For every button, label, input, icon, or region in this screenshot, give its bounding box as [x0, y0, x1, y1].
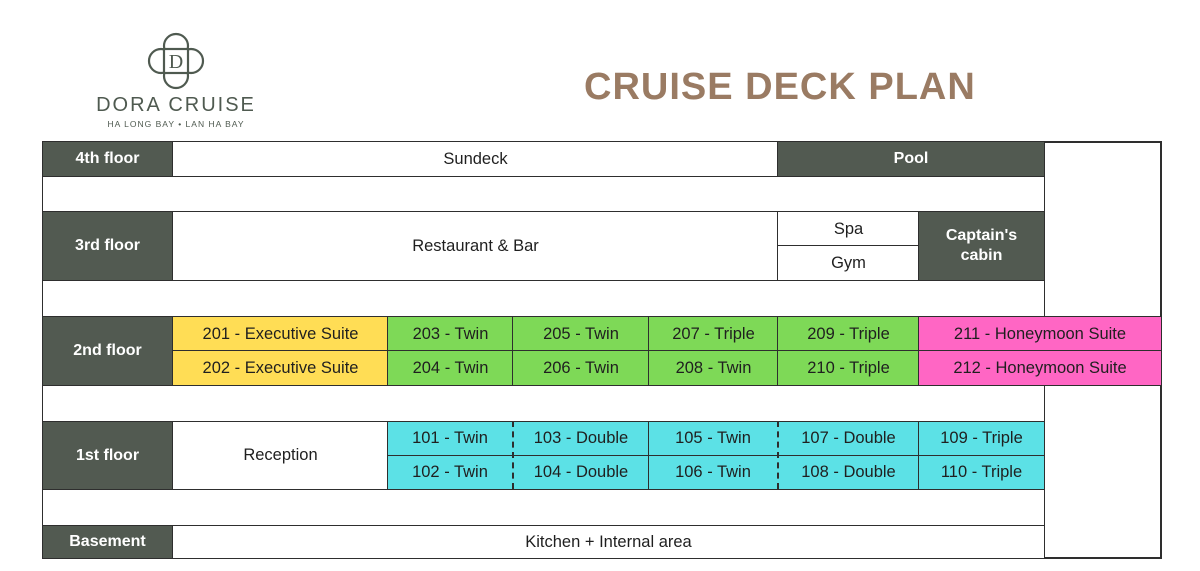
room-205: 205 - Twin	[512, 316, 650, 352]
room-203: 203 - Twin	[387, 316, 514, 352]
brand-tagline: HA LONG BAY • LAN HA BAY	[107, 119, 245, 129]
page-title: CRUISE DECK PLAN	[584, 66, 976, 108]
room-101: 101 - Twin	[412, 429, 488, 448]
area-gym: Gym	[777, 245, 920, 281]
floor-separator	[42, 385, 1045, 422]
room-102: 102 - Twin	[412, 463, 488, 482]
floor-label-1st: 1st floor	[42, 421, 173, 490]
area-spa: Spa	[777, 211, 920, 247]
floor-label-2nd: 2nd floor	[42, 316, 173, 386]
room-208: 208 - Twin	[648, 350, 779, 386]
room-109: 109 - Triple	[918, 421, 1045, 456]
floor-label-4th: 4th floor	[42, 141, 173, 177]
room-207: 207 - Triple	[648, 316, 779, 352]
floor-label-basement: Basement	[42, 525, 173, 559]
room-103: 103 - Double	[533, 429, 629, 448]
area-sundeck: Sundeck	[172, 141, 779, 177]
room-110: 110 - Triple	[918, 455, 1045, 490]
room-206: 206 - Twin	[512, 350, 650, 386]
floor-separator	[42, 489, 1045, 526]
area-kitchen-internal: Kitchen + Internal area	[172, 525, 1045, 559]
room-211: 211 - Honeymoon Suite	[918, 316, 1162, 352]
area-captains-cabin: Captain's cabin	[918, 211, 1045, 281]
emblem-letter: D	[168, 51, 184, 73]
floor-separator	[42, 176, 1045, 212]
room-201: 201 - Executive Suite	[172, 316, 389, 352]
floor-label-3rd: 3rd floor	[42, 211, 173, 281]
room-204: 204 - Twin	[387, 350, 514, 386]
room-202: 202 - Executive Suite	[172, 350, 389, 386]
area-pool: Pool	[777, 141, 1045, 177]
brand-name: DORA CRUISE	[96, 94, 256, 116]
quatrefoil-emblem-icon	[144, 30, 208, 92]
logo	[88, 30, 264, 129]
room-107: 107 - Double	[801, 429, 896, 448]
area-restaurant-bar: Restaurant & Bar	[172, 211, 779, 281]
room-108: 108 - Double	[801, 463, 896, 482]
area-reception: Reception	[172, 421, 389, 490]
floor-separator	[42, 280, 1045, 317]
room-106: 106 - Twin	[675, 463, 751, 482]
room-212: 212 - Honeymoon Suite	[918, 350, 1162, 386]
room-210: 210 - Triple	[777, 350, 920, 386]
room-104: 104 - Double	[533, 463, 629, 482]
room-105: 105 - Twin	[675, 429, 751, 448]
room-209: 209 - Triple	[777, 316, 920, 352]
